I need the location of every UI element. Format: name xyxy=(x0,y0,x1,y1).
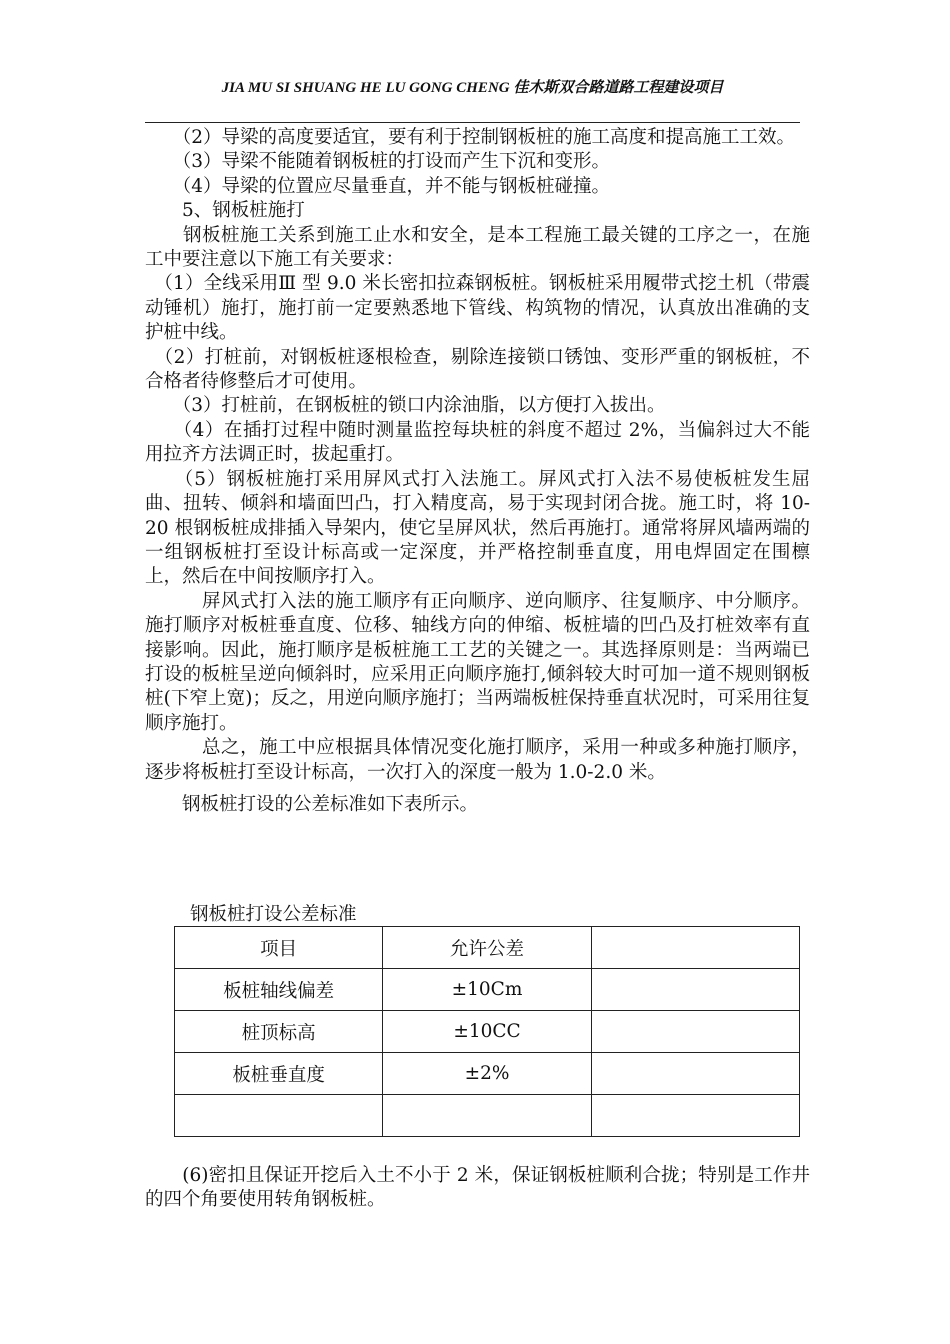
table-row xyxy=(175,1053,800,1095)
page-header: JIA MU SI SHUANG HE LU GONG CHENG 佳木斯双合路道路工程建设项目 xyxy=(221,80,724,96)
table-cell: ±10CC xyxy=(383,1011,591,1053)
paragraph: （2）导梁的高度要适宜，要有利于控制钢板桩的施工高度和提高施工工效。 xyxy=(145,127,796,148)
table-cell xyxy=(383,1095,591,1137)
paragraph: （5）钢板桩施打采用屏风式打入法施工。屏风式打入法不易使板桩发生屈曲、扭转、倾斜和墙面凹凸，打入精度高，易于实现封闭合拢。施工时，将 10-20 根钢板桩成排插入导架内，使它呈屏风状，然后再施打。通常将屏风墙两端的一组钢板桩打至设计标高或一定深度，并严格控制垂直度，用电焊固定在围檩上，然后在中间按顺序打入。 xyxy=(145,468,810,588)
paragraph: （4）导梁的位置应尽量垂直，并不能与钢板桩碰撞。 xyxy=(145,175,611,197)
table-row xyxy=(175,1095,800,1137)
paragraph: （4）在插打过程中随时测量监控每块桩的斜度不超过 2%，当偏斜过大不能用拉齐方法调正时，拔起重打。 xyxy=(145,419,810,466)
paragraph: （1）全线采用Ⅲ 型 9.0 米长密扣拉森钢板桩。钢板桩采用履带式挖土机（带震动锤机）施打，施打前一定要熟悉地下管线、构筑物的情况，认真放出准确的支护桩中线。 xyxy=(145,273,810,344)
table-cell xyxy=(591,1095,799,1137)
table-cell xyxy=(591,1011,799,1053)
table-row xyxy=(175,969,800,1011)
paragraph: 总之，施工中应根据具体情况变化施打顺序，采用一种或多种施打顺序，逐步将板桩打至设计标高，一次打入的深度一般为 1.0-2.0 米。 xyxy=(145,737,810,783)
table-header-cell xyxy=(591,927,799,969)
paragraph: （2）打桩前，对钢板桩逐根检查，剔除连接锁口锈蚀、变形严重的钢板桩，不合格者待修整后才可使用。 xyxy=(145,346,810,393)
header-rule xyxy=(145,122,800,123)
table-header-row xyxy=(175,927,800,969)
section-heading: 5、钢板桩施打 xyxy=(145,200,305,222)
table-header-cell: 项目 xyxy=(175,927,383,969)
table-cell: 板桩垂直度 xyxy=(175,1053,383,1095)
table-cell xyxy=(591,1053,799,1095)
table-header-cell: 允许公差 xyxy=(383,927,591,969)
after-table-text xyxy=(145,1164,810,1213)
table-caption: 钢板桩打设公差标准 xyxy=(190,904,357,925)
table-cell: ±2% xyxy=(383,1053,591,1095)
paragraph: 钢板桩施工关系到施工止水和安全，是本工程施工最关键的工序之一，在施工中要注意以下施工有关要求： xyxy=(145,224,810,271)
table-cell: 桩顶标高 xyxy=(175,1011,383,1053)
paragraph: 钢板桩打设的公差标准如下表所示。 xyxy=(145,793,479,815)
table-cell: ±10Cm xyxy=(383,969,591,1011)
paragraph: （3）打桩前，在钢板桩的锁口内涂油脂，以方便打入拔出。 xyxy=(145,395,666,417)
tolerance-table xyxy=(174,926,800,1137)
paragraph: (6)密扣且保证开挖后入土不小于 2 米，保证钢板桩顺利合拢；特别是工作井的四个角要使用转角钢板桩。 xyxy=(145,1165,810,1211)
paragraph: 屏风式打入法的施工顺序有正向顺序、逆向顺序、往复顺序、中分顺序。施打顺序对板桩垂直度、位移、轴线方向的伸缩、板桩墙的凹凸及打桩效率有直接影响。因此，施打顺序是板桩施工工艺的关键之一。其选择原则是：当两端已打设的板桩呈逆向倾斜时，应采用正向顺序施打,倾斜较大时可加一道不规则钢板桩(下窄上宽)；反之，用逆向顺序施打；当两端板桩保持垂直状况时，可采用往复顺序施打。 xyxy=(145,590,810,734)
table-row xyxy=(175,1011,800,1053)
paragraph: （3）导梁不能随着钢板桩的打设而产生下沉和变形。 xyxy=(145,151,611,173)
document-body xyxy=(145,126,810,817)
table-cell xyxy=(591,969,799,1011)
table-cell xyxy=(175,1095,383,1137)
table-cell: 板桩轴线偏差 xyxy=(175,969,383,1011)
